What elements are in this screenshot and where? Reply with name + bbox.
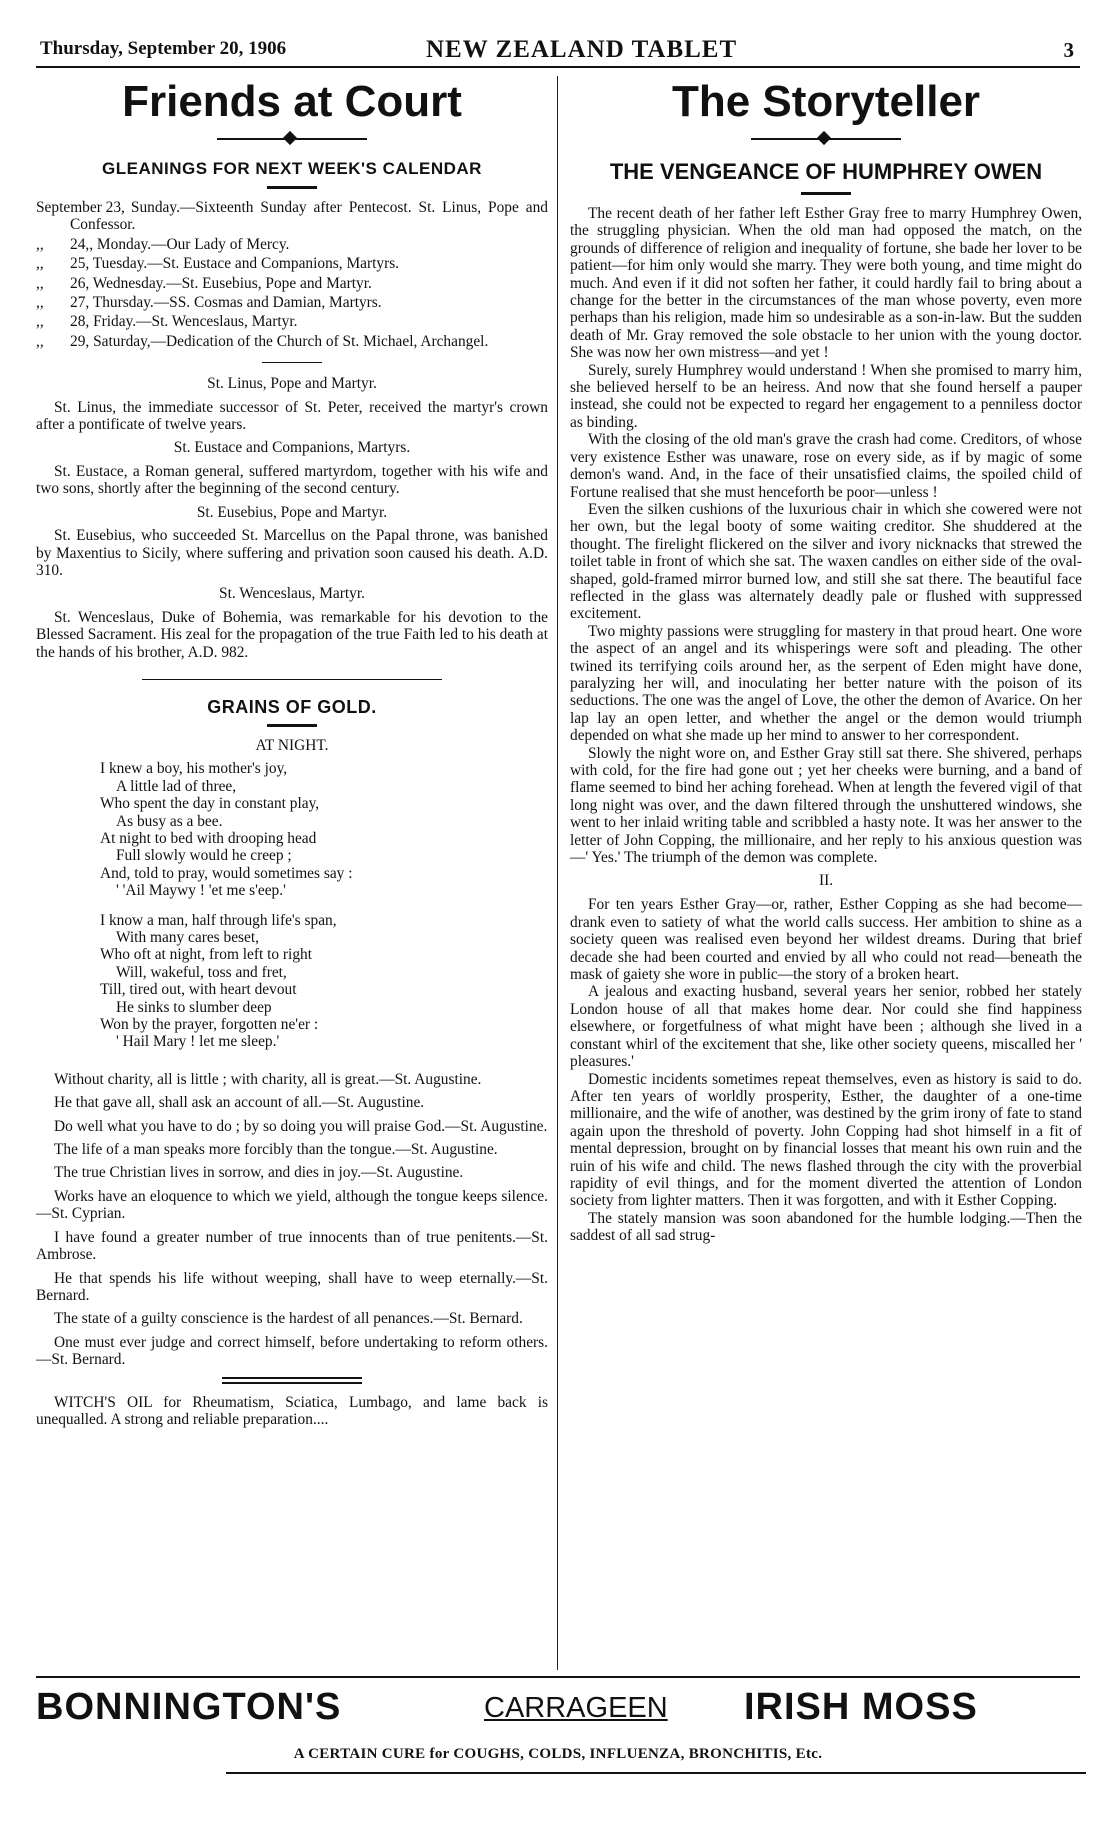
quote: He that spends his life without weeping, shall have to weep eternally.—St. Bernard. xyxy=(36,1269,548,1304)
story-paragraph: The recent death of her father left Esther Gray free to marry Humphrey Owen, the struggling physician. When the old man had opposed the match, on the grounds of difference of religion and inequality of fortune, she bade her lover to be patient—for him only would she marry. They were both young, and time might do much. And even if it did not soften her father, it could hardly fail to bring about a change for the better in the circumstances of the man whose poverty, even more perhaps than his religion, made him so undesirable as a son-in-law. But the sudden death of Mr. Gray removed the sole obstacle to her union with the young doctor. She was now her own mistress—and yet ! xyxy=(570,205,1082,362)
quote: The true Christian lives in sorrow, and dies in joy.—St. Augustine. xyxy=(54,1164,464,1182)
poem-line: ' 'Ail Maywy ! 'et me s'eep.' xyxy=(116,882,286,900)
column-divider xyxy=(557,76,558,1670)
section-rule xyxy=(262,362,322,363)
saint-text: St. Eustace, a Roman general, suffered martyrdom, together with his wife and two sons, shortly after the beginning of the second century. xyxy=(36,462,548,498)
calendar-entry: ,, 28, Friday.—St. Wenceslaus, Martyr. xyxy=(36,313,298,331)
advert-tagline: A CERTAIN CURE for COUGHS, COLDS, INFLUENZA, BRONCHITIS, Etc. xyxy=(293,1746,823,1762)
footer-rule xyxy=(36,1676,1080,1678)
saint-heading: St. Eustace and Companions, Martyrs. xyxy=(173,439,411,457)
story-title: THE VENGEANCE OF HUMPHREY OWEN xyxy=(609,159,1043,184)
poem-line: As busy as a bee. xyxy=(116,812,223,830)
poem-line: Who oft at night, from left to right xyxy=(100,946,313,964)
poem-line: Full slowly would he creep ; xyxy=(116,847,292,865)
quote: One must ever judge and correct himself, before undertaking to reform others.—St. Bernard. xyxy=(36,1333,548,1369)
advert-product-irish-moss: IRISH MOSS xyxy=(744,1686,978,1728)
double-rule xyxy=(222,1377,362,1384)
poem-line: I know a man, half through life's span, xyxy=(100,911,337,929)
story-part-two xyxy=(570,896,1082,1244)
poem-line: At night to bed with drooping head xyxy=(100,829,317,847)
advert-brand: BONNINGTON'S xyxy=(36,1686,342,1728)
quote: The state of a guilty conscience is the hardest of all penances.—St. Bernard. xyxy=(54,1310,523,1328)
advert-product-carrageen: CARRAGEEN xyxy=(484,1692,668,1724)
quote: Works have an eloquence to which we yield, although the tongue keeps silence.—St. Cyprian. xyxy=(36,1187,548,1223)
story-paragraph: The stately mansion was soon abandoned for the humble lodging.—Then the saddest of all sad strug- xyxy=(570,1209,1082,1245)
storyteller-title: The Storyteller xyxy=(671,77,981,126)
quote: The life of a man speaks more forcibly than the tongue.—St. Augustine. xyxy=(54,1141,498,1159)
poem-line: I knew a boy, his mother's joy, xyxy=(100,760,288,778)
calendar-entry: ,, 27, Thursday.—SS. Cosmas and Damian, Martyrs. xyxy=(36,294,382,312)
calendar-entry: ,, 25, Tuesday.—St. Eustace and Companions, Martyrs. xyxy=(36,255,400,273)
section-number: II. xyxy=(818,872,834,890)
page-number: 3 xyxy=(1063,38,1074,62)
poem-line: Who spent the day in constant play, xyxy=(100,795,320,813)
calendar-entry: ,, 29, Saturday,—Dedication of the Church of St. Michael, Archangel. xyxy=(36,332,489,350)
calendar-subtitle: GLEANINGS FOR NEXT WEEK'S CALENDAR xyxy=(102,159,482,178)
saint-heading: St. Wenceslaus, Martyr. xyxy=(219,585,365,603)
quote: I have found a greater number of true innocents than of true penitents.—St. Ambrose. xyxy=(36,1228,548,1264)
calendar-entry: ,, 24,, Monday.—Our Lady of Mercy. xyxy=(36,235,290,253)
friends-at-court-title: Friends at Court xyxy=(122,77,462,126)
story-paragraph: Even the silken cushions of the luxurious chair in which she cowered were not her own, but the legal booty of some waiting creditor. She shuddered at the thought. The firelight flickered on the silver and ivory nicknacks that strewed the toilet table in front of which she sat. The waxen candles on either side of the oval-shaped, gold-framed mirror burned low, and still she sat there. The beautiful face reflected in the glass was alternately deadly pale or flushed with suppressed excitement. xyxy=(570,500,1082,623)
saint-heading: St. Linus, Pope and Martyr. xyxy=(207,375,377,393)
poem-line: ' Hail Mary ! let me sleep.' xyxy=(116,1033,280,1051)
poem-line: He sinks to slumber deep xyxy=(116,998,272,1016)
quote: Without charity, all is little ; with charity, all is great.—St. Augustine. xyxy=(54,1070,482,1088)
story-paragraph: With the closing of the old man's grave the crash had come. Creditors, of whose very existence Esther was unaware, rose on every side, as if by magic of some demon's wand. And, in the face of their unsatisfied claims, the spoiled child of Fortune realised that she must henceforth be poor—unless ! xyxy=(570,431,1082,501)
poem-line: And, told to pray, would sometimes say : xyxy=(100,864,353,882)
calendar-list xyxy=(36,199,548,350)
ornament-rule xyxy=(751,132,901,146)
story-part-one xyxy=(570,205,1082,866)
quotes-list xyxy=(36,1071,548,1369)
right-column xyxy=(570,76,1082,1245)
footer-advert xyxy=(36,1676,1080,1786)
ornament-rule xyxy=(217,132,367,146)
footer-rule xyxy=(226,1772,1086,1774)
poem-line: With many cares beset, xyxy=(116,929,259,946)
calendar-entry: September 23, Sunday.—Sixteenth Sunday after Pentecost. St. Linus, Pope and Confessor. xyxy=(36,199,548,234)
grains-of-gold-title: GRAINS OF GOLD. xyxy=(207,696,377,717)
story-paragraph: Domestic incidents sometimes repeat themselves, even as history is said to do. After ten years of worldly prosperity, Esther, the daughter of a one-time millionaire, and the wife of another, was destined by the grim irony of fate to stand again upon the threshold of poverty. John Copping had shot himself in a fit of mental depression, brought on by financial losses that meant his own ruin and the ruin of his wife and child. The news flashed through the city with the proverbial rapidity of evil things, and for the moment diverted the attention of London society from lighter matters. Then it was forgotten, and with it Esther Copping. xyxy=(570,1070,1082,1210)
left-column xyxy=(36,76,548,1428)
poem-line: A little lad of three, xyxy=(116,777,237,795)
short-rule xyxy=(801,192,851,195)
poem-line: Will, wakeful, toss and fret, xyxy=(116,963,287,981)
story-paragraph: Surely, surely Humphrey would understand ! When she promised to marry him, she believed herself to be an heiress. And now that she found herself a pauper instead, she could not be expected to regard her engagement to a penniless doctor as binding. xyxy=(570,361,1082,431)
saint-text: St. Linus, the immediate successor of St. Peter, received the martyr's crown after a pontificate of twelve years. xyxy=(36,398,548,434)
saint-text: St. Eusebius, who succeeded St. Marcellus on the Papal throne, was banished by Maxentius to Sicily, where suffering and privation soon caused his death. A.D. 310. xyxy=(36,527,548,579)
quote: He that gave all, shall ask an account of all.—St. Augustine. xyxy=(54,1094,425,1112)
story-paragraph: For ten years Esther Gray—or, rather, Esther Copping as she had become—drank even to satiety of what the world calls success. Her ambition to shine as a society queen was realised even beyond her wildest dreams. During that brief decade she had been courted and envied by all who could not read—beneath the mask of gaiety she wore in public—the story of a broken heart. xyxy=(570,896,1082,984)
page-header xyxy=(36,36,1080,68)
poem-line: Won by the prayer, forgotten ne'er : xyxy=(100,1016,319,1034)
short-rule xyxy=(267,186,317,189)
saint-text: St. Wenceslaus, Duke of Bohemia, was remarkable for his devotion to the Blessed Sacrament. His zeal for the propagation of the true Faith led to his death at the hands of his brother, A.D. 982. xyxy=(36,608,548,661)
poem-line: Till, tired out, with heart devout xyxy=(100,981,297,999)
story-paragraph: A jealous and exacting husband, several years her senior, robbed her stately London house of all that makes home dear. Nor could she find happiness elsewhere, or forgetfulness of what might have been ; although she lived in a constant whirl of the excitement that she, like other society queens, miscalled her ' pleasures.' xyxy=(570,983,1082,1071)
section-rule xyxy=(142,679,442,680)
poem-title: AT NIGHT. xyxy=(255,736,329,754)
witchs-oil-ad: WITCH'S OIL for Rheumatism, Sciatica, Lumbago, and lame back is unequalled. A strong and reliable preparation.... xyxy=(36,1393,548,1428)
poem-stanza xyxy=(100,760,548,1051)
newspaper-name: NEW ZEALAND TABLET xyxy=(426,36,738,63)
issue-date: Thursday, September 20, 1906 xyxy=(40,38,287,59)
story-paragraph: Slowly the night wore on, and Esther Gray still sat there. She shivered, perhaps with cold, for the fire had gone out ; yet her cheeks were burning, and a band of flame seemed to bind her aching forehead. When at length the fevered vigil of that long night was over, and the dawn filtered through the unshuttered windows, she went to her inlaid writing table and scribbled a hasty note. It was her answer to the letter of John Copping, the millionaire, and her reply to his anxious question was—' Yes.' The triumph of the demon was complete. xyxy=(570,744,1082,867)
calendar-entry: ,, 26, Wednesday.—St. Eusebius, Pope and Martyr. xyxy=(36,274,372,292)
saint-heading: St. Eusebius, Pope and Martyr. xyxy=(196,503,388,521)
quote: Do well what you have to do ; by so doing you will praise God.—St. Augustine. xyxy=(54,1117,548,1135)
story-paragraph: Two mighty passions were struggling for mastery in that proud heart. One wore the aspect of an angel and its whisperings were soft and pleading. The other twined its terrifying coils around her, as the serpent of Eden might have done, paralyzing her will, and inoculating her better nature with the poison of its seductions. The one was the angel of Love, the other the demon of Avarice. On her lap lay an open letter, and whether the angel or the demon would triumph depended on what she made up her mind to answer to her correspondent. xyxy=(570,622,1082,745)
short-rule xyxy=(267,724,317,727)
